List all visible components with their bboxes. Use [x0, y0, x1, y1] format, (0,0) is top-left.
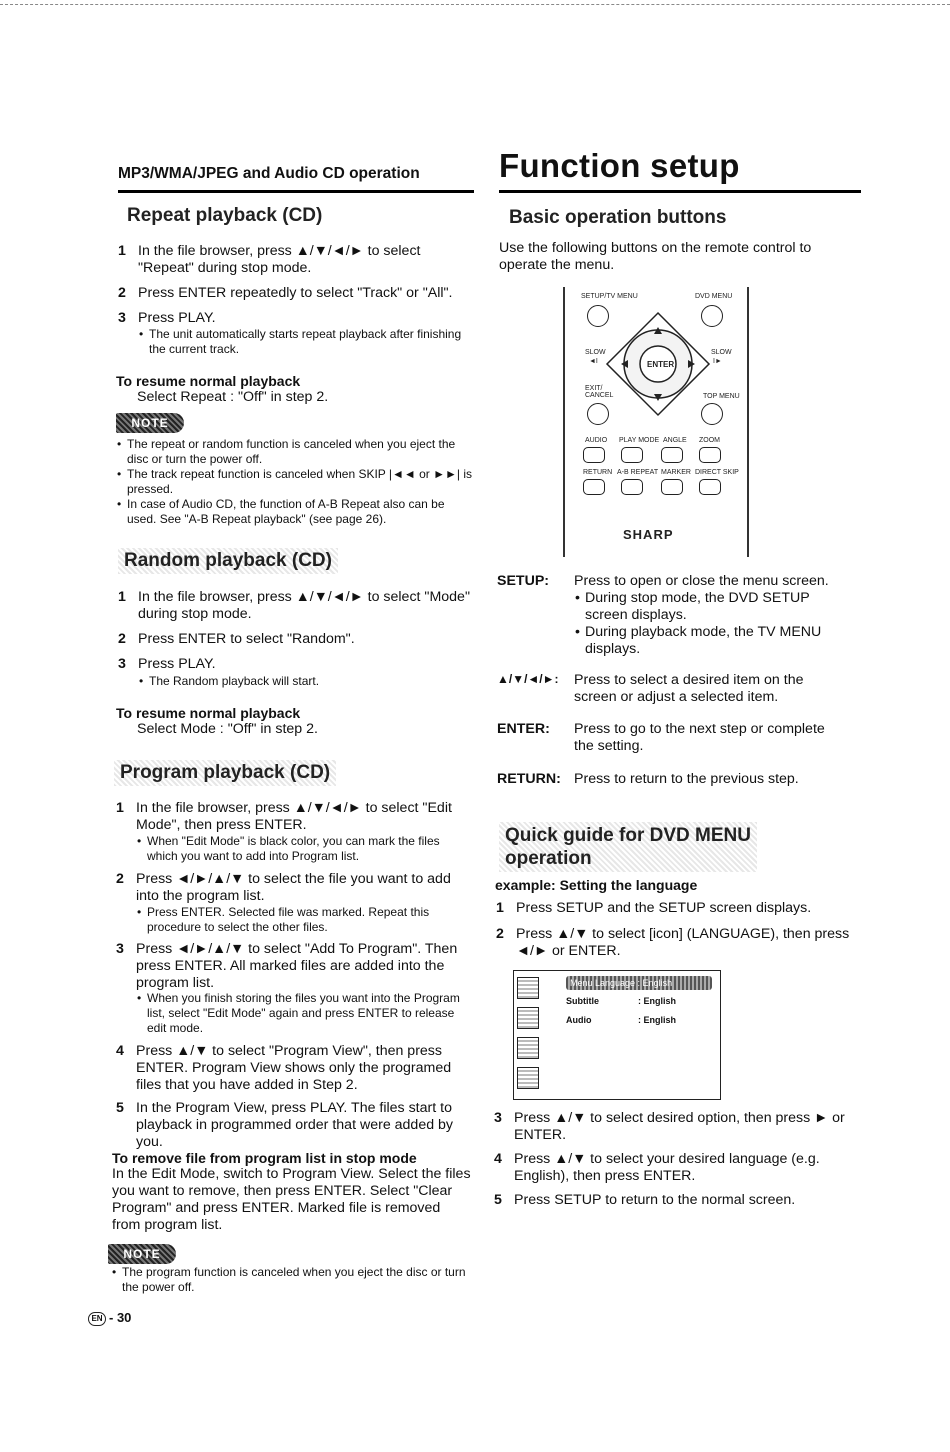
repeat-step-3: 3 Press PLAY. [118, 310, 478, 328]
def-desc-setup: Press to open or close the menu screen. [574, 573, 829, 589]
page-number: - 30 [109, 1310, 132, 1325]
quick-step-1-text: Press SETUP and the SETUP screen displays. [516, 900, 812, 916]
slow-rewind-icon: ◄I [589, 358, 598, 365]
quick-guide-title-line-1: Quick guide for DVD MENU [505, 825, 751, 846]
repeat-step-3-bullet: • The unit automatically starts repeat playback after finishing the current track. [149, 327, 475, 357]
program-step-1: 1 In the file browser, press ▲/▼/◄/► to select "Edit Mode", then press ENTER. [116, 800, 476, 836]
menu-row-subtitle-value: : English [638, 996, 676, 1006]
angle-label: ANGLE [663, 437, 687, 444]
random-step-2: 2 Press ENTER to select "Random". [118, 631, 478, 649]
program-step-1-text: In the file browser, press ▲/▼/◄/► to select "Edit Mode", then press ENTER. [136, 800, 452, 833]
quick-step-1: 1 Press SETUP and the SETUP screen displays. [496, 900, 856, 918]
remote-control-illustration [563, 287, 749, 557]
repeat-step-1-text: In the file browser, press ▲/▼/◄/► to select "Repeat" during stop mode. [138, 243, 421, 276]
program-remove-heading: To remove file from program list in stop mode [112, 1150, 417, 1166]
quick-guide-title-line-2: operation [505, 848, 592, 869]
quick-step-2: 2 Press ▲/▼ to select [icon] (LANGUAGE), then press ◄/► or ENTER. [496, 926, 856, 962]
quick-step-5-text: Press SETUP to return to the normal screen. [514, 1192, 796, 1208]
play-mode-button [621, 447, 643, 463]
zoom-label: ZOOM [699, 437, 720, 444]
remote-dvd-menu-label: DVD MENU [695, 293, 733, 300]
audio-button [583, 447, 605, 463]
return-label: RETURN [583, 469, 613, 476]
random-step-3-text: Press PLAY. [138, 656, 216, 672]
top-menu-button [701, 403, 723, 425]
audio-label: AUDIO [585, 437, 608, 444]
program-remove-text: In the Edit Mode, switch to Program View. Select the files you want to remove, then press ENTER. Select "Clear Program" and press ENTER. Marked file is removed from program list. [112, 1166, 471, 1233]
right-header-rule [499, 190, 861, 193]
random-resume-heading: To resume normal playback [116, 705, 301, 721]
quick-example: example: Setting the language [495, 877, 698, 893]
ab-repeat-label: A-B REPEAT [617, 469, 659, 476]
marker-button [661, 479, 683, 495]
page-footer [88, 1310, 131, 1326]
program-title: Program playback (CD) [114, 760, 336, 786]
repeat-step-1: 1 In the file browser, press ▲/▼/◄/► to select "Repeat" during stop mode. [118, 243, 478, 279]
def-term-setup: SETUP: [497, 573, 550, 589]
random-step-1-text: In the file browser, press ▲/▼/◄/► to select "Mode" during stop mode. [138, 589, 470, 622]
program-step-5: 5 In the Program View, press PLAY. The files start to playback in programmed order that were added by you. [116, 1100, 476, 1136]
def-desc-return: Press to return to the previous step. [574, 771, 799, 787]
repeat-note-2: • The track repeat function is canceled when SKIP |◄◄ or ►►| is pressed. [127, 467, 477, 497]
def-term-enter: ENTER: [497, 721, 550, 737]
def-term-return: RETURN: [497, 771, 561, 787]
program-step-5-text: In the Program View, press PLAY. The files start to playback in programmed order that were added by you. [136, 1100, 454, 1150]
remote-top-menu-label: TOP MENU [703, 393, 740, 400]
def-setup-bullet-2: • During playback mode, the TV MENU displays. [585, 624, 845, 658]
menu-row-audio-value: : English [638, 1015, 676, 1025]
quick-step-4: 4 Press ▲/▼ to select your desired language (e.g. English), then press ENTER. [494, 1151, 854, 1187]
basic-title: Basic operation buttons [509, 207, 727, 228]
direct-skip-label: DIRECT SKIP [695, 469, 739, 476]
setup-menu-screen [513, 970, 721, 1100]
language-en-icon: EN [88, 1312, 106, 1326]
remote-slow-left-label: SLOW [585, 349, 606, 356]
repeat-step-2: 2 Press ENTER repeatedly to select "Track" or "All". [118, 285, 478, 303]
ab-repeat-button [621, 479, 643, 495]
repeat-title: Repeat playback (CD) [127, 205, 323, 226]
menu-row-audio-label: Audio [566, 1015, 592, 1025]
random-step-3-bullet: • The Random playback will start. [149, 674, 475, 689]
play-mode-label: PLAY MODE [619, 437, 660, 444]
def-setup-bullet-1: • During stop mode, the DVD SETUP screen displays. [585, 590, 845, 624]
random-title: Random playback (CD) [118, 548, 338, 574]
remote-slow-right-label: SLOW [711, 349, 732, 356]
angle-button [661, 447, 683, 463]
repeat-resume-heading: To resume normal playback [116, 373, 301, 389]
note-badge: NOTE [116, 413, 184, 433]
menu-language-bar: Menu Language : English [566, 976, 712, 990]
remote-setup-label: SETUP/TV MENU [581, 293, 638, 300]
program-note: • The program function is canceled when you eject the disc or turn the power off. [122, 1265, 472, 1295]
def-term-arrows: ▲/▼/◄/►: [497, 672, 559, 686]
repeat-note-3: • In case of Audio CD, the function of A-B Repeat also can be used. See "A-B Repeat playback" (see page 26). [127, 497, 477, 527]
slow-forward-icon: I► [713, 358, 722, 365]
direct-skip-button [699, 479, 721, 495]
program-step-2-bullet: • Press ENTER. Selected file was marked. Repeat this procedure to select the other files. [147, 905, 472, 935]
def-desc-arrows: Press to select a desired item on the screen or adjust a selected item. [574, 672, 804, 705]
program-step-3: 3 Press ◄/►/▲/▼ to select "Add To Program". Then press ENTER. All marked files are added into the program list. [116, 941, 476, 995]
repeat-resume-text: Select Repeat : "Off" in step 2. [137, 389, 329, 405]
zoom-button [699, 447, 721, 463]
left-header-rule [118, 190, 474, 193]
repeat-step-3-text: Press PLAY. [138, 310, 216, 326]
random-step-2-text: Press ENTER to select "Random". [138, 631, 355, 647]
note-badge: NOTE [108, 1244, 176, 1264]
quick-guide-title [499, 822, 757, 872]
basic-intro: Use the following buttons on the remote control to operate the menu. [499, 240, 812, 273]
marker-label: MARKER [661, 469, 691, 476]
exit-button [587, 403, 609, 425]
program-step-2-text: Press ◄/►/▲/▼ to select the file you want to add into the program list. [136, 871, 451, 904]
picture-icon [517, 1007, 539, 1029]
top-dashed-rule [0, 4, 950, 5]
quick-step-3-text: Press ▲/▼ to select desired option, then press ► or ENTER. [514, 1110, 845, 1143]
program-step-3-bullet: • When you finish storing the files you want into the Program list, select "Edit Mode" again and press ENTER to release edit mode. [147, 991, 472, 1036]
audio-icon [517, 1037, 539, 1059]
return-button [583, 479, 605, 495]
quick-step-3: 3 Press ▲/▼ to select desired option, then press ► or ENTER. [494, 1110, 854, 1146]
settings-icon [517, 1067, 539, 1089]
page-title: Function setup [499, 147, 740, 184]
menu-row-subtitle-label: Subtitle [566, 996, 599, 1006]
repeat-note-1: • The repeat or random function is canceled when you eject the disc or turn the power off. [127, 437, 477, 467]
program-step-4-text: Press ▲/▼ to select "Program View", then press ENTER. Program View shows only the programed files that you have added in Step 2. [136, 1043, 452, 1093]
remote-enter-label: ENTER [647, 360, 675, 369]
random-step-1: 1 In the file browser, press ▲/▼/◄/► to select "Mode" during stop mode. [118, 589, 478, 625]
quick-step-5: 5 Press SETUP to return to the normal screen. [494, 1192, 854, 1210]
program-step-3-text: Press ◄/►/▲/▼ to select "Add To Program". Then press ENTER. All marked files are added into the program list. [136, 941, 458, 991]
random-resume-text: Select Mode : "Off" in step 2. [137, 721, 318, 737]
brand-logo: SHARP [623, 527, 674, 542]
program-step-1-bullet: • When "Edit Mode" is black color, you can mark the files which you want to add into Program list. [147, 834, 472, 864]
repeat-step-2-text: Press ENTER repeatedly to select "Track" or "All". [138, 285, 453, 301]
program-step-2: 2 Press ◄/►/▲/▼ to select the file you want to add into the program list. [116, 871, 476, 907]
language-icon [517, 977, 539, 999]
remote-exit-label: EXIT/ CANCEL [585, 385, 614, 399]
def-desc-enter: Press to go to the next step or complete the setting. [574, 721, 825, 754]
quick-step-2-text: Press ▲/▼ to select [icon] (LANGUAGE), then press ◄/► or ENTER. [516, 926, 850, 959]
section-header: MP3/WMA/JPEG and Audio CD operation [118, 165, 420, 182]
program-step-4: 4 Press ▲/▼ to select "Program View", then press ENTER. Program View shows only the programed files that you have added in Step 2. [116, 1043, 476, 1097]
quick-step-4-text: Press ▲/▼ to select your desired language (e.g. English), then press ENTER. [514, 1151, 820, 1184]
random-step-3: 3 Press PLAY. [118, 656, 478, 674]
